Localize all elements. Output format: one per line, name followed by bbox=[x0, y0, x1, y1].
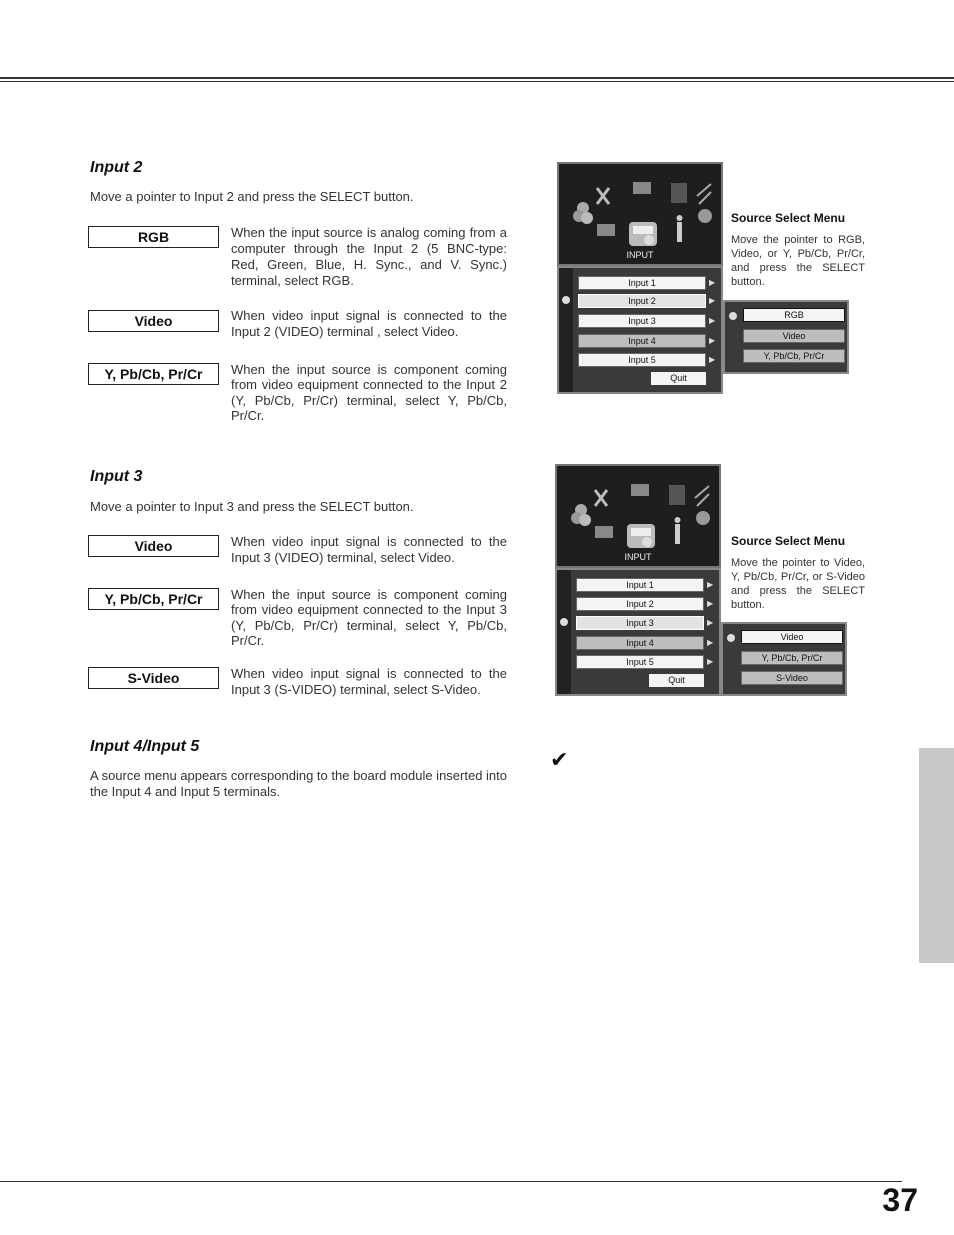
osd-menu-icons bbox=[565, 476, 715, 552]
osd-item-input5[interactable]: Input 5 bbox=[578, 353, 706, 367]
osd-sub-item-video[interactable]: Video bbox=[741, 630, 843, 644]
arrow-right-icon: ▶ bbox=[709, 336, 716, 345]
input3-option-video: Video bbox=[88, 535, 219, 557]
input2-option-video: Video bbox=[88, 310, 219, 332]
bottom-rule bbox=[0, 1181, 902, 1182]
input45-heading: Input 4/Input 5 bbox=[90, 738, 200, 755]
osd-sub-pointer-dot bbox=[727, 634, 735, 642]
side-tab bbox=[919, 748, 954, 963]
osd-item-input3[interactable]: Input 3 bbox=[576, 616, 704, 630]
osd-item-input1[interactable]: Input 1 bbox=[578, 276, 706, 290]
input2-option-rgb: RGB bbox=[88, 226, 219, 248]
osd-icon-panel bbox=[555, 464, 721, 568]
osd-icon-panel bbox=[557, 162, 723, 266]
checkmark-icon: ✔ bbox=[550, 747, 569, 772]
osd-sub-item-svideo[interactable]: S-Video bbox=[741, 671, 843, 685]
input3-option-component: Y, Pb/Cb, Pr/Cr bbox=[88, 588, 219, 610]
osd-input-list bbox=[557, 266, 723, 394]
input3-osd-screenshot bbox=[555, 464, 847, 698]
osd-source-submenu bbox=[721, 622, 847, 696]
arrow-right-icon: ▶ bbox=[707, 599, 714, 608]
osd-sub-item-component[interactable]: Y, Pb/Cb, Pr/Cr bbox=[743, 349, 845, 363]
top-rule bbox=[0, 77, 954, 79]
input3-heading: Input 3 bbox=[90, 468, 143, 485]
input3-option-video-desc: When video input signal is connected to the Input 3 (VIDEO) terminal, select Video. bbox=[231, 534, 507, 565]
top-rule-thin bbox=[0, 81, 954, 82]
page-number: 37 bbox=[882, 1182, 918, 1218]
input2-osd-screenshot bbox=[557, 162, 849, 396]
input45-text: A source menu appears corresponding to the board module inserted into the Input 4 and Input 5 terminals. bbox=[90, 768, 507, 799]
osd-menu-label: INPUT bbox=[624, 552, 652, 562]
osd-sub-item-rgb[interactable]: RGB bbox=[743, 308, 845, 322]
osd-sub-pointer-dot bbox=[729, 312, 737, 320]
osd-item-input5[interactable]: Input 5 bbox=[576, 655, 704, 669]
osd-quit-button[interactable]: Quit bbox=[651, 372, 706, 385]
input3-intro: Move a pointer to Input 3 and press the SELECT button. bbox=[90, 499, 414, 514]
input3-option-svideo: S-Video bbox=[88, 667, 219, 689]
osd-sub-item-component[interactable]: Y, Pb/Cb, Pr/Cr bbox=[741, 651, 843, 665]
input2-option-rgb-desc: When the input source is analog coming from a computer through the Input 2 (5 BNC-type: Red, Green, Blue, H. Sync., and V. Sync.) terminal, select RGB. bbox=[231, 225, 507, 288]
input2-option-component-desc: When the input source is component coming from video equipment connected to the Input 2 (Y, Pb/Cb, Pr/Cr) terminal, select Y, Pb/Cb, Pr/Cr. bbox=[231, 362, 507, 423]
input3-caption-text: Move the pointer to Video, Y, Pb/Cb, Pr/Cr, or S-Video and press the SELECT button. bbox=[731, 557, 865, 611]
input2-caption-title: Source Select Menu bbox=[731, 211, 846, 225]
input2-option-component: Y, Pb/Cb, Pr/Cr bbox=[88, 363, 219, 385]
osd-item-input3[interactable]: Input 3 bbox=[578, 314, 706, 328]
arrow-right-icon: ▶ bbox=[707, 580, 714, 589]
osd-item-input1[interactable]: Input 1 bbox=[576, 578, 704, 592]
arrow-right-icon: ▶ bbox=[707, 657, 714, 666]
osd-item-input4[interactable]: Input 4 bbox=[578, 334, 706, 348]
input2-heading: Input 2 bbox=[90, 159, 143, 176]
osd-menu-icons bbox=[567, 174, 717, 250]
osd-item-input4[interactable]: Input 4 bbox=[576, 636, 704, 650]
input2-intro: Move a pointer to Input 2 and press the SELECT button. bbox=[90, 189, 414, 204]
input2-caption-text: Move the pointer to RGB, Video, or Y, Pb/Cb, Pr/Cr, and press the SELECT button. bbox=[731, 234, 865, 288]
osd-item-input2[interactable]: Input 2 bbox=[576, 597, 704, 611]
arrow-right-icon: ▶ bbox=[707, 618, 714, 627]
osd-sub-item-video[interactable]: Video bbox=[743, 329, 845, 343]
osd-pointer-dot bbox=[560, 618, 568, 626]
input2-option-video-desc: When video input signal is connected to the Input 2 (VIDEO) terminal , select Video. bbox=[231, 308, 507, 339]
arrow-right-icon: ▶ bbox=[709, 316, 716, 325]
input3-caption-title: Source Select Menu bbox=[731, 534, 846, 548]
osd-pointer-dot bbox=[562, 296, 570, 304]
arrow-right-icon: ▶ bbox=[709, 355, 716, 364]
osd-menu-label: INPUT bbox=[626, 250, 654, 260]
input3-option-component-desc: When the input source is component coming from video equipment connected to the Input 3 (Y, Pb/Cb, Pr/Cr) terminal, select Y, Pb/Cb, Pr/Cr. bbox=[231, 587, 507, 648]
osd-source-submenu bbox=[723, 300, 849, 374]
input3-option-svideo-desc: When video input signal is connected to the Input 3 (S-VIDEO) terminal, select S-Video. bbox=[231, 666, 507, 697]
arrow-right-icon: ▶ bbox=[707, 638, 714, 647]
arrow-right-icon: ▶ bbox=[709, 278, 716, 287]
osd-quit-button[interactable]: Quit bbox=[649, 674, 704, 687]
arrow-right-icon: ▶ bbox=[709, 296, 716, 305]
osd-item-input2[interactable]: Input 2 bbox=[578, 294, 706, 308]
osd-input-list bbox=[555, 568, 721, 696]
